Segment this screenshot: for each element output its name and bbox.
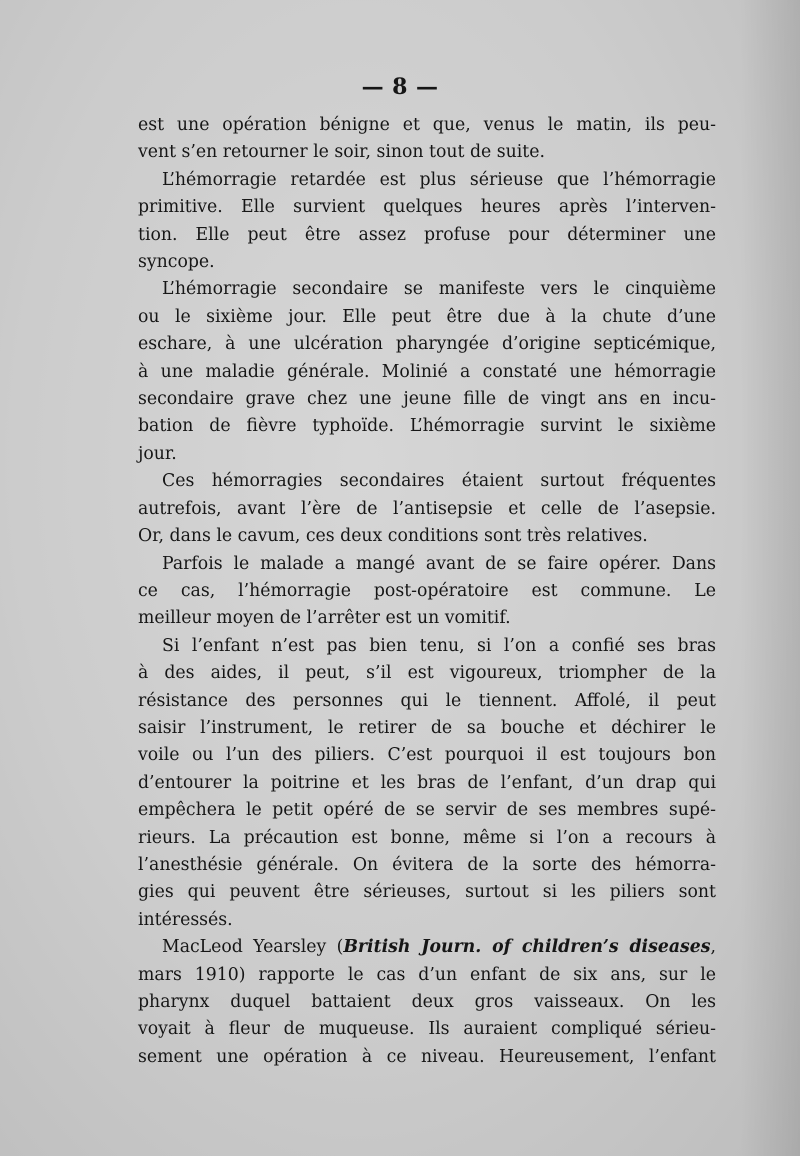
text-line: mars 1910) rapporte le cas d’un enfant de six ans, sur le xyxy=(138,964,716,985)
text-line: L’hémorragie retardée est plus sérieuse que l’hémorragie xyxy=(162,169,716,190)
text-line: d’entourer la poitrine et les bras de l’enfant, d’un drap qui xyxy=(138,772,716,793)
text-line-citation xyxy=(138,934,716,961)
text-line: primitive. Elle survient quelques heures après l’interven- xyxy=(138,197,716,218)
text-line: voyait à fleur de muqueuse. Ils auraient compliqué sérieu- xyxy=(138,1019,716,1040)
text-line: à des aides, il peut, s’il est vigoureux, triompher de la xyxy=(138,663,716,684)
text-line: gies qui peuvent être sérieuses, surtout si les piliers sont xyxy=(138,882,716,903)
text-line: intéressés. xyxy=(138,909,233,930)
body-text xyxy=(138,112,716,1071)
text-line: autrefois, avant l’ère de l’antisepsie et celle de l’asepsie. xyxy=(138,498,716,519)
author-name: MacLeod Yearsley ( xyxy=(162,937,344,958)
text-line: rieurs. La précaution est bonne, même si l’on a recours à xyxy=(138,827,716,848)
text-line: à une maladie générale. Molinié a constaté une hémorragie xyxy=(138,361,716,382)
text-line: L’hémorragie secondaire se manifeste vers le cinquième xyxy=(162,279,716,300)
text-line: est une opération bénigne et que, venus le matin, ils peu- xyxy=(138,115,716,135)
text-line: meilleur moyen de l’arrêter est un vomitif. xyxy=(138,608,511,629)
citation-punctuation: , xyxy=(710,937,716,958)
text-line: secondaire grave chez une jeune fille de vingt ans en incu- xyxy=(138,389,716,410)
text-line: sement une opération à ce niveau. Heureusement, l’enfant xyxy=(138,1046,716,1067)
text-line: jour. xyxy=(138,443,177,464)
text-line: Parfois le malade a mangé avant de se faire opérer. Dans xyxy=(162,553,716,574)
text-line: Ces hémorragies secondaires étaient surtout fréquentes xyxy=(162,471,716,492)
text-line: voile ou l’un des piliers. C’est pourquoi il est toujours bon xyxy=(138,745,716,766)
text-line: saisir l’instrument, le retirer de sa bouche et déchirer le xyxy=(138,717,716,738)
text-line: pharynx duquel battaient deux gros vaisseaux. On les xyxy=(138,992,716,1012)
page-number: — 8 — xyxy=(361,74,439,100)
text-line: tion. Elle peut être assez profuse pour déterminer une xyxy=(138,224,716,245)
text-line: ce cas, l’hémorragie post-opératoire est commune. Le xyxy=(138,580,716,601)
text-line: Or, dans le cavum, ces deux conditions sont très relatives. xyxy=(138,526,648,547)
text-line: eschare, à une ulcération pharyngée d’origine septicémique, xyxy=(138,334,716,355)
journal-title: British Journ. of children’s diseases xyxy=(343,937,711,958)
text-line: bation de fièvre typhoïde. L’hémorragie survint le sixième xyxy=(138,416,716,437)
text-line: résistance des personnes qui le tiennent. Affolé, il peut xyxy=(138,690,716,711)
text-line: ou le sixième jour. Elle peut être due à la chute d’une xyxy=(138,306,716,327)
text-line: empêchera le petit opéré de se servir de ses membres supé- xyxy=(138,800,716,821)
text-line: vent s’en retourner le soir, sinon tout de suite. xyxy=(138,142,545,163)
text-line: Si l’enfant n’est pas bien tenu, si l’on a confié ses bras xyxy=(162,635,716,656)
text-line: syncope. xyxy=(138,252,215,273)
text-line: l’anesthésie générale. On évitera de la sorte des hémorra- xyxy=(138,854,716,875)
